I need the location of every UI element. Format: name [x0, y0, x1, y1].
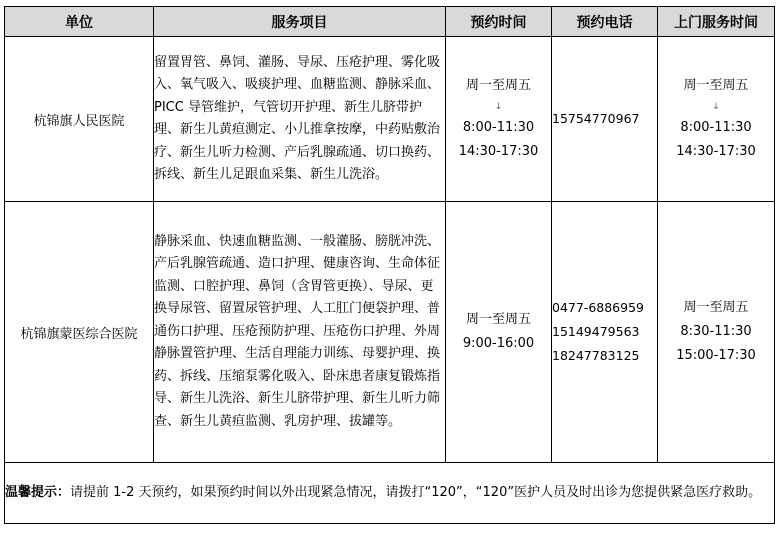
- header-visit-time: 上门服务时间: [658, 7, 775, 37]
- services-cell: 留置胃管、鼻饲、灌肠、导尿、压疮护理、雾化吸入、氧气吸入、吸痰护理、血糖监测、静脉采血、PICC 导管维护，气管切开护理、新生儿脐带护理、新生儿黄疸测定、小儿推拿按摩，中药贴敷治疗、新生儿听力检测、产后乳腺疏通、切口换药、拆线、新生儿足跟血采集、新生儿洗浴。: [154, 37, 446, 202]
- home-service-table: [4, 6, 775, 524]
- phone-cell: [552, 37, 658, 202]
- service-table-document: [4, 6, 774, 524]
- header-phone: 预约电话: [552, 7, 658, 37]
- table-row: [5, 37, 775, 202]
- visit-time-cell: [658, 37, 775, 202]
- visit-time-cell: [658, 202, 775, 463]
- visit-days: 周一至周五: [683, 300, 749, 315]
- services-cell: 静脉采血、快速血糖监测、一般灌肠、膀胱冲洗、产后乳腺管疏通、造口护理、健康咨询、生命体征监测、口腔护理、鼻饲（含胃管更换）、导尿、更换导尿管、留置尿管护理、人工肛门便袋护理、普通伤口护理、压疮预防护理、压疮伤口护理、外周静脉置管护理、生活自理能力训练、母婴护理、换药、拆线、压缩泵雾化吸入、卧床患者康复锻炼指导、新生儿洗浴、新生儿脐带护理、新生儿听力筛查、新生儿黄疸监测、乳房护理、拔罐等。: [154, 202, 446, 463]
- unit-cell: 杭锦旗蒙医综合医院: [5, 202, 154, 463]
- header-appointment-time: 预约时间: [446, 7, 552, 37]
- appointment-time-cell: [446, 37, 552, 202]
- down-arrow-icon: ↓: [494, 102, 503, 112]
- phone-number: 0477-6886959: [552, 300, 644, 315]
- tip-cell: [5, 463, 775, 524]
- down-arrow-icon: ↓: [712, 102, 720, 112]
- tip-text: 请提前 1-2 天预约，如果预约时间以外出现紧急情况，请拨打“120”，“120”医护人员及时出诊为您提供紧急医疗救助。: [70, 485, 762, 500]
- header-services: 服务项目: [154, 7, 446, 37]
- phone-number: 15754770967: [552, 111, 640, 126]
- phone-number: 18247783125: [552, 348, 640, 363]
- phone-cell: [552, 202, 658, 463]
- appointment-morning: 8:00-11:30: [462, 120, 535, 135]
- unit-cell: 杭锦旗人民医院: [5, 37, 154, 202]
- appointment-time-cell: [446, 202, 552, 463]
- table-row: [5, 202, 775, 463]
- visit-morning: 8:30-11:30: [680, 324, 752, 339]
- visit-afternoon: 14:30-17:30: [676, 144, 756, 159]
- appointment-days: 周一至周五: [465, 312, 531, 327]
- tip-row: [5, 463, 775, 524]
- tip-label: 温馨提示：: [5, 485, 71, 500]
- header-unit: 单位: [5, 7, 154, 37]
- visit-morning: 8:00-11:30: [680, 120, 752, 135]
- appointment-days: 周一至周五: [465, 78, 531, 93]
- table-header-row: [5, 7, 775, 37]
- visit-afternoon: 15:00-17:30: [676, 348, 756, 363]
- phone-number: 15149479563: [552, 324, 640, 339]
- appointment-hours: 9:00-16:00: [462, 336, 535, 351]
- appointment-afternoon: 14:30-17:30: [458, 144, 539, 159]
- visit-days: 周一至周五: [683, 78, 749, 93]
